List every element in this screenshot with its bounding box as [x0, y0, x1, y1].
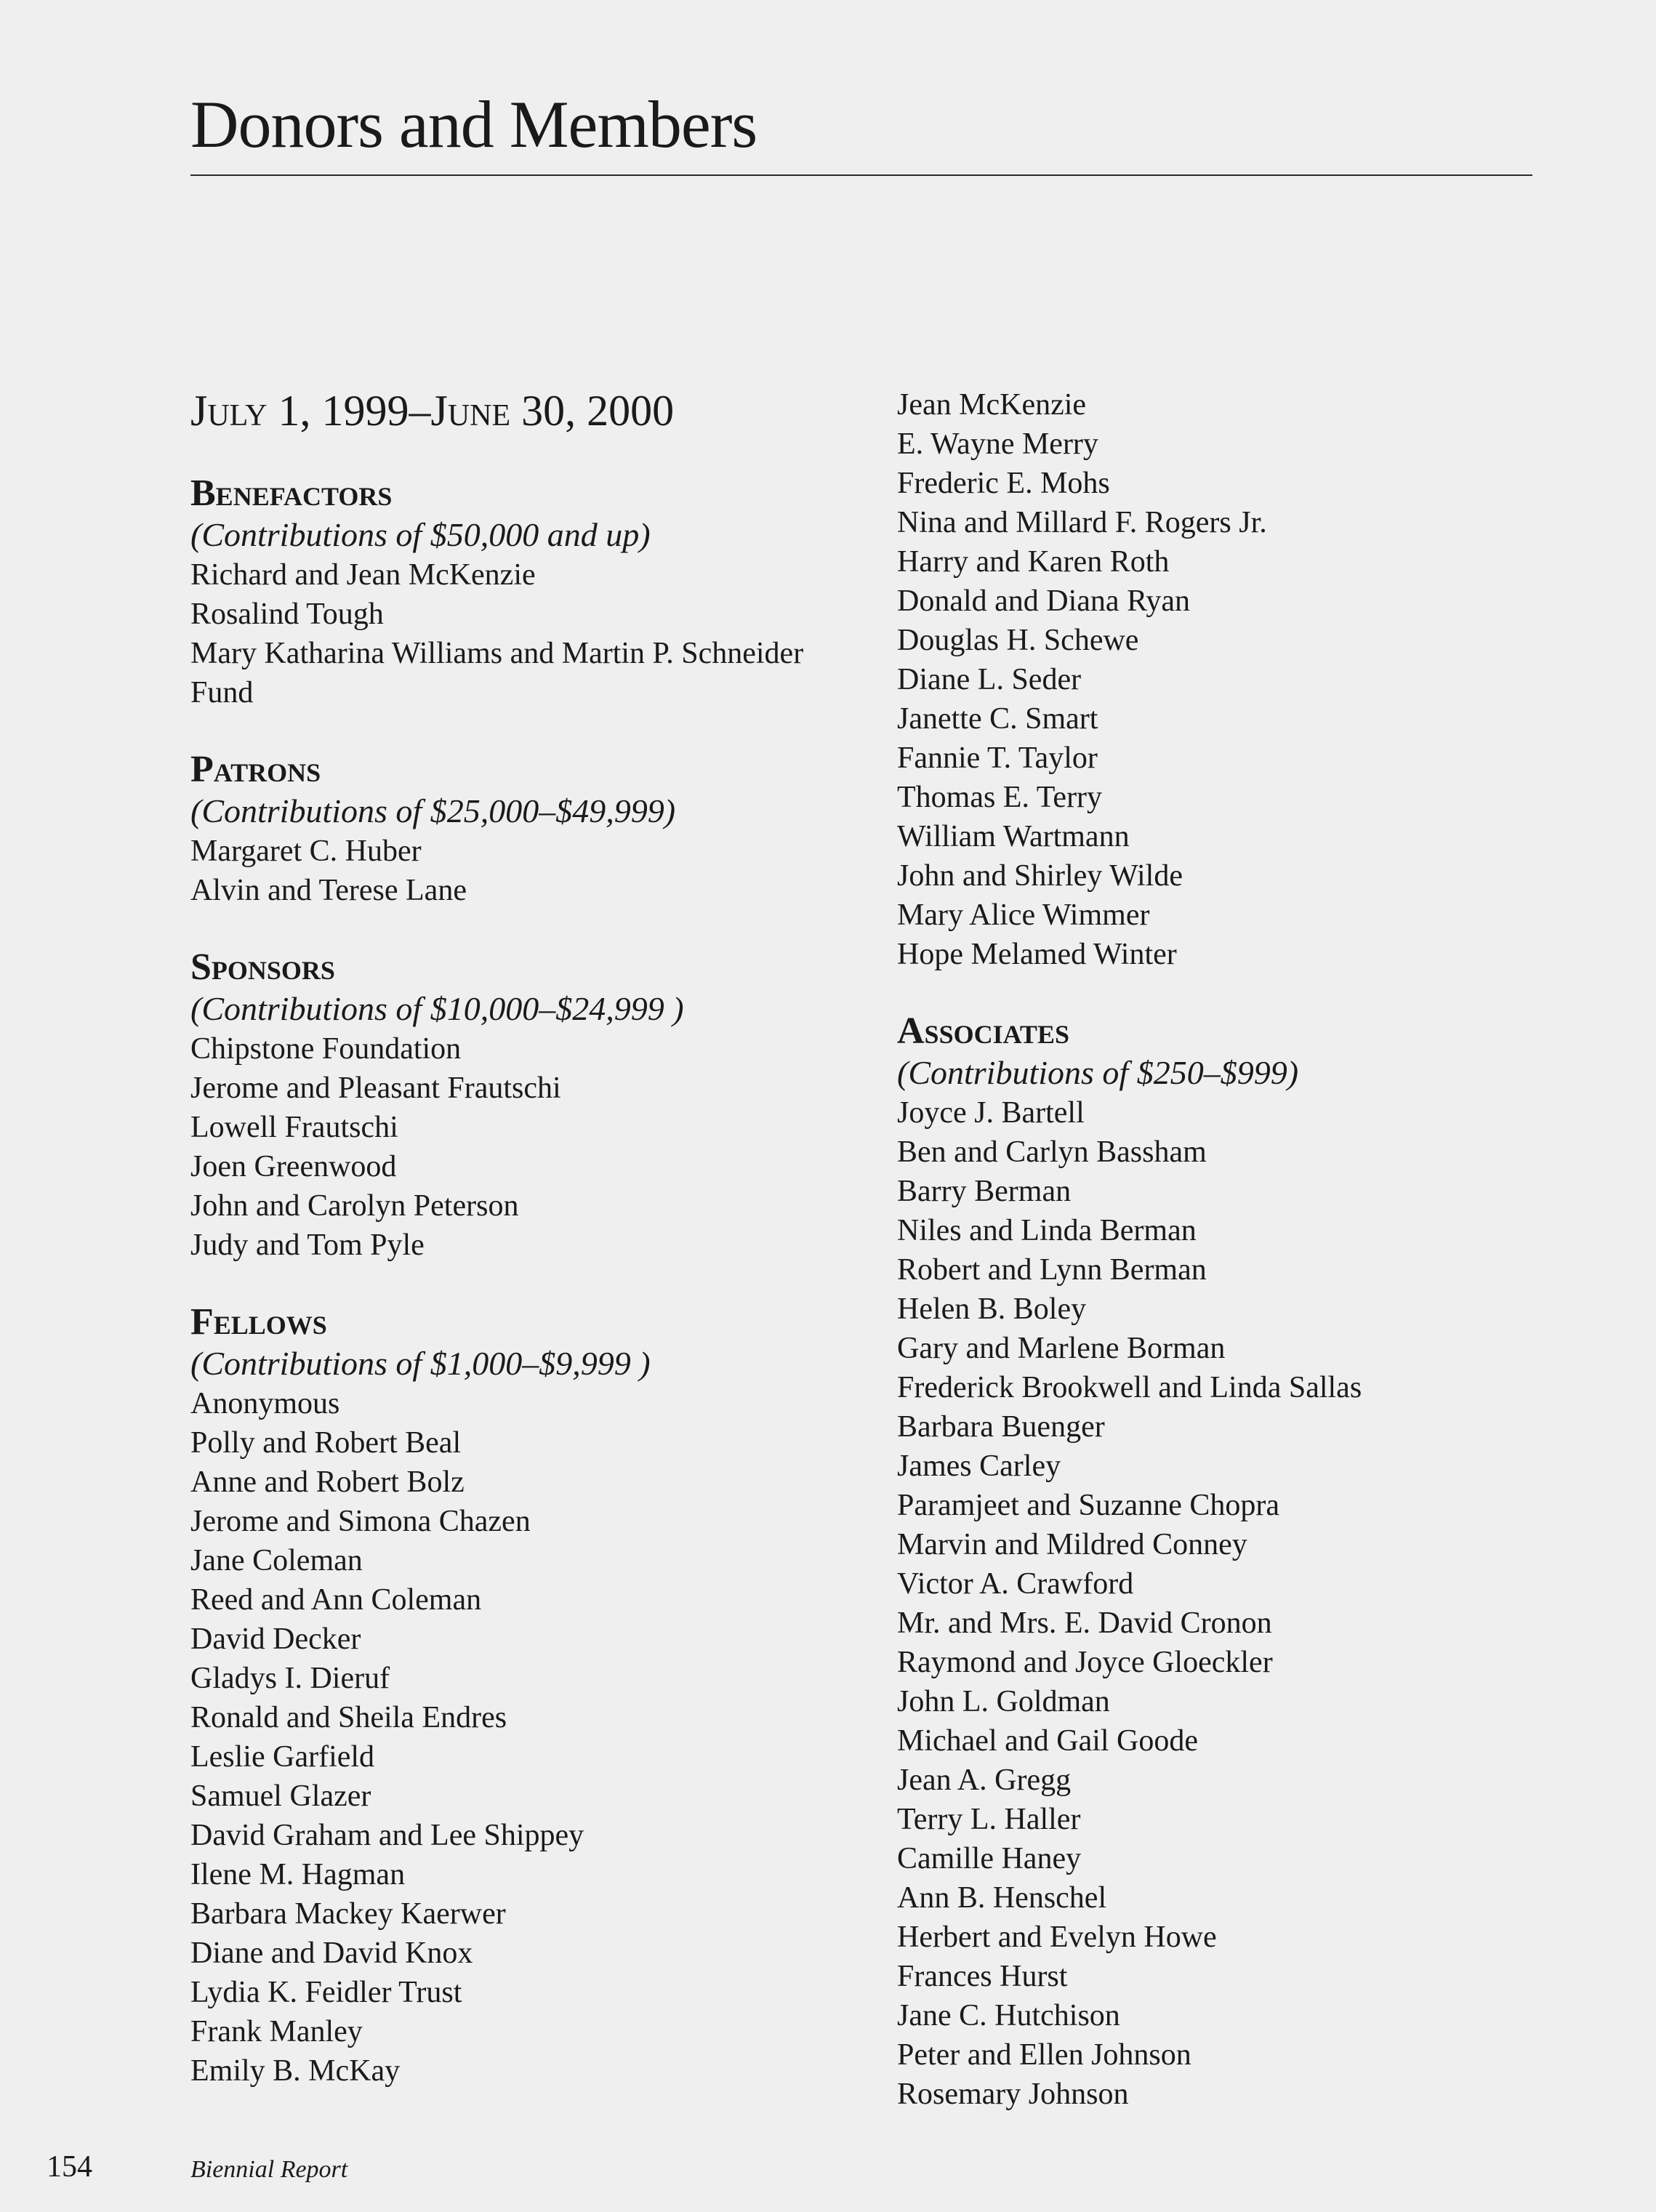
- donor-name: Alvin and Terese Lane: [190, 874, 467, 907]
- donor-list: [190, 555, 874, 712]
- donor-name: Ben and Carlyn Bassham: [897, 1135, 1207, 1169]
- tier-title: Fellows: [190, 1301, 327, 1343]
- donor-name: Frances Hurst: [897, 1960, 1068, 1993]
- donor-name: Michael and Gail Goode: [897, 1724, 1199, 1758]
- donor-name: Fannie T. Taylor: [897, 741, 1098, 775]
- donor-list: [190, 1384, 874, 2091]
- tier-title: Associates: [897, 1010, 1069, 1052]
- donor-name: Joyce J. Bartell: [897, 1096, 1085, 1130]
- donor-name: Jane C. Hutchison: [897, 1999, 1120, 2032]
- page-number: 154: [47, 2150, 92, 2184]
- donor-name: James Carley: [897, 1449, 1061, 1483]
- donor-name: Mary Katharina Williams and Martin P. Schneider: [190, 637, 804, 670]
- donor-name: Robert and Lynn Berman: [897, 1253, 1207, 1287]
- donor-name: Janette C. Smart: [897, 702, 1098, 736]
- donor-name: Anonymous: [190, 1387, 340, 1420]
- title-rule: [190, 174, 1532, 176]
- donor-name: Reed and Ann Coleman: [190, 1583, 482, 1617]
- donor-name: Frederick Brookwell and Linda Sallas: [897, 1371, 1362, 1404]
- donor-name: Herbert and Evelyn Howe: [897, 1921, 1217, 1954]
- donor-name: Fund: [190, 676, 254, 709]
- left-column: [190, 385, 874, 2127]
- tier-range: (Contributions of $10,000–$24,999 ): [190, 990, 684, 1027]
- donor-name: Thomas E. Terry: [897, 781, 1103, 814]
- donor-name: Barbara Mackey Kaerwer: [190, 1897, 506, 1931]
- donor-name: Margaret C. Huber: [190, 834, 422, 868]
- donor-name: Ronald and Sheila Endres: [190, 1701, 507, 1734]
- donor-name: John and Carolyn Peterson: [190, 1189, 519, 1223]
- associates-list: [897, 1093, 1580, 2114]
- donor-name: David Graham and Lee Shippey: [190, 1819, 584, 1852]
- tier-range: (Contributions of $1,000–$9,999 ): [190, 1345, 651, 1382]
- donor-list: [190, 832, 874, 910]
- tier-title: Sponsors: [190, 946, 335, 988]
- donor-name: Chipstone Foundation: [190, 1032, 462, 1066]
- tier-range: (Contributions of $50,000 and up): [190, 516, 651, 553]
- donor-name: Donald and Diana Ryan: [897, 584, 1191, 618]
- donor-name: Paramjeet and Suzanne Chopra: [897, 1489, 1279, 1522]
- donor-name: Jean McKenzie: [897, 388, 1087, 422]
- donor-name: Samuel Glazer: [190, 1779, 371, 1813]
- donor-name: Joen Greenwood: [190, 1150, 397, 1183]
- donor-name: Raymond and Joyce Gloeckler: [897, 1646, 1273, 1679]
- running-footer: Biennial Report: [190, 2156, 348, 2183]
- tier-section-benefactors: [190, 472, 874, 712]
- tier-range: (Contributions of $25,000–$49,999): [190, 792, 676, 829]
- donor-name: Ann B. Henschel: [897, 1881, 1107, 1915]
- donor-name: Victor A. Crawford: [897, 1567, 1134, 1601]
- donor-name: Frank Manley: [190, 2015, 363, 2048]
- donor-name: Diane L. Seder: [897, 663, 1082, 696]
- donor-name: Jane Coleman: [190, 1544, 363, 1577]
- fiscal-period-heading: July 1, 1999–June 30, 2000: [190, 387, 675, 435]
- donor-name: John and Shirley Wilde: [897, 859, 1183, 893]
- donor-name: Leslie Garfield: [190, 1740, 375, 1774]
- donor-name: Lydia K. Feidler Trust: [190, 1976, 462, 2009]
- donor-name: Rosalind Tough: [190, 598, 384, 631]
- tier-section-sponsors: [190, 946, 874, 1265]
- donor-name: Jean A. Gregg: [897, 1763, 1072, 1797]
- donor-name: Richard and Jean McKenzie: [190, 558, 536, 592]
- right-column: [897, 385, 1580, 2150]
- donor-name: Gladys I. Dieruf: [190, 1662, 390, 1695]
- donor-name: Peter and Ellen Johnson: [897, 2038, 1191, 2072]
- donor-name: Barbara Buenger: [897, 1410, 1105, 1444]
- associates-section: [897, 1010, 1580, 2114]
- left-tiers: [190, 472, 874, 2091]
- page-title: Donors and Members: [190, 87, 757, 161]
- fellows-continued-section: [897, 385, 1580, 974]
- donor-name: Terry L. Haller: [897, 1803, 1081, 1836]
- donor-name: Diane and David Knox: [190, 1936, 473, 1970]
- donor-name: Emily B. McKay: [190, 2054, 401, 2088]
- donor-name: Barry Berman: [897, 1175, 1072, 1208]
- donor-name: Polly and Robert Beal: [190, 1426, 462, 1460]
- donor-name: William Wartmann: [897, 820, 1130, 853]
- donor-name: Camille Haney: [897, 1842, 1082, 1875]
- donor-name: Mary Alice Wimmer: [897, 898, 1150, 932]
- tier-section-fellows: [190, 1301, 874, 2091]
- donor-name: Jerome and Pleasant Frautschi: [190, 1071, 561, 1105]
- donor-name: David Decker: [190, 1622, 361, 1656]
- donor-name: Hope Melamed Winter: [897, 938, 1177, 971]
- fellows-continued-list: [897, 385, 1580, 974]
- donor-name: Marvin and Mildred Conney: [897, 1528, 1247, 1561]
- tier-range: (Contributions of $250–$999): [897, 1054, 1299, 1091]
- donor-name: E. Wayne Merry: [897, 427, 1098, 461]
- donor-name: Niles and Linda Berman: [897, 1214, 1197, 1247]
- tier-section-patrons: [190, 749, 874, 910]
- donor-name: Lowell Frautschi: [190, 1111, 398, 1144]
- donor-name: Gary and Marlene Borman: [897, 1332, 1226, 1365]
- donor-name: Rosemary Johnson: [897, 2078, 1129, 2111]
- donor-list: [190, 1029, 874, 1265]
- donor-name: Harry and Karen Roth: [897, 545, 1170, 579]
- tier-title: Benefactors: [190, 472, 393, 514]
- donor-name: Judy and Tom Pyle: [190, 1228, 425, 1262]
- donor-name: Mr. and Mrs. E. David Cronon: [897, 1606, 1272, 1640]
- donor-name: Ilene M. Hagman: [190, 1858, 406, 1891]
- donor-name: Douglas H. Schewe: [897, 624, 1139, 657]
- donor-name: Anne and Robert Bolz: [190, 1465, 465, 1499]
- donor-name: Helen B. Boley: [897, 1292, 1087, 1326]
- donor-name: Jerome and Simona Chazen: [190, 1505, 531, 1538]
- donor-name: Nina and Millard F. Rogers Jr.: [897, 506, 1267, 539]
- donor-name: Frederic E. Mohs: [897, 467, 1110, 500]
- donor-name: John L. Goldman: [897, 1685, 1110, 1718]
- tier-title: Patrons: [190, 749, 321, 790]
